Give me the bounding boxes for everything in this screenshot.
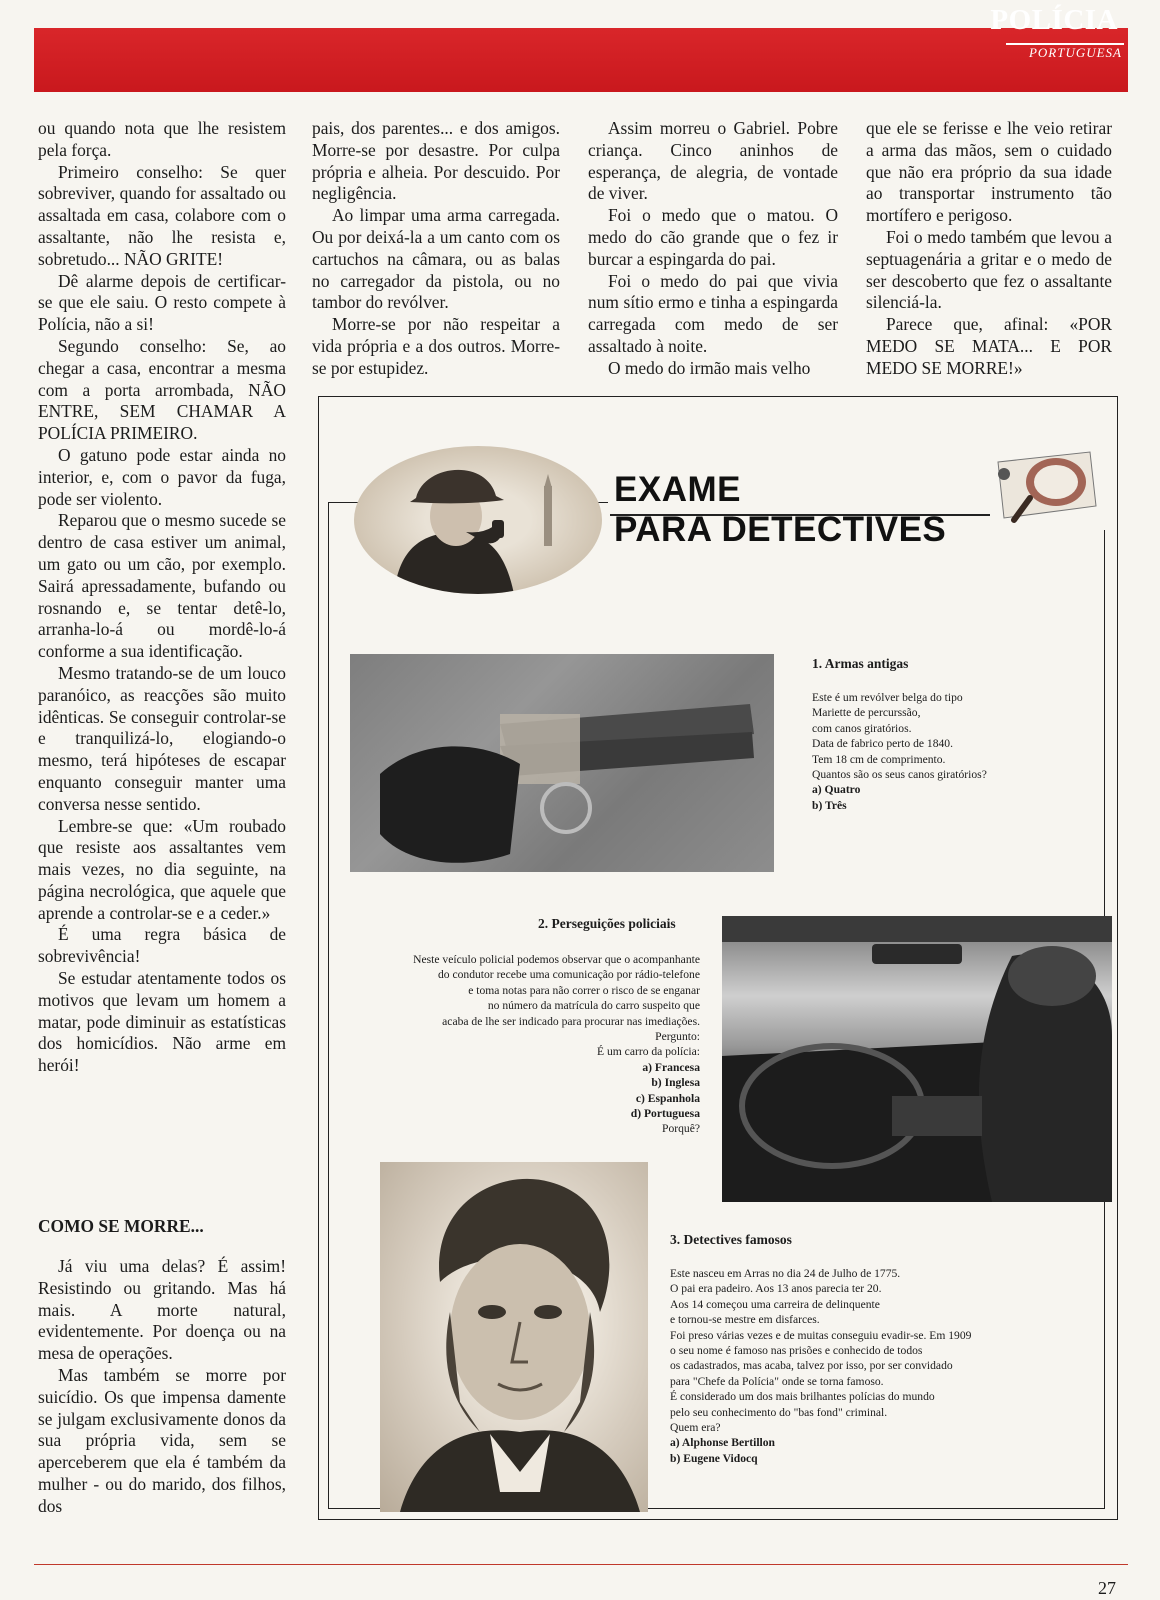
magnifying-glass-icon — [990, 448, 1100, 528]
footer-rule — [34, 1564, 1128, 1565]
question-line: Neste veículo policial podemos observar que o acompanhante — [413, 953, 700, 966]
paragraph: É uma regra básica de sobrevivência! — [38, 924, 286, 967]
paragraph: pais, dos parentes... e dos amigos. Morre-se por desastre. Por culpa própria e alheia. Por descuido. Por negligência. — [312, 118, 560, 204]
question-3-title: 3. Detectives famosos — [670, 1232, 792, 1247]
article-column-2 — [312, 118, 560, 380]
question-2-title: 2. Perseguições policiais — [538, 916, 676, 931]
exam-inner-border — [328, 502, 329, 1508]
section-heading: COMO SE MORRE... — [38, 1216, 204, 1236]
question-line: Data de fabrico perto de 1840. — [812, 737, 953, 751]
question-2-text — [356, 952, 700, 1137]
paragraph: Morre-se por não respeitar a vida própria e a dos outros. Morre-se por estupidez. — [312, 314, 560, 378]
article-column-1-continued — [38, 1256, 286, 1518]
answer-option: b) Três — [812, 798, 847, 812]
question-line: É considerado um dos mais brilhantes polícias do mundo — [670, 1390, 935, 1404]
question-line: Quem era? — [670, 1421, 721, 1435]
page-number: 27 — [1098, 1578, 1116, 1598]
detective-silhouette-icon — [354, 446, 602, 594]
paragraph: O medo do irmão mais velho — [608, 357, 811, 378]
paragraph: Dê alarme depois de certificar-se que ele saiu. O resto compete à Polícia, não a si! — [38, 270, 286, 335]
question-line: É um carro da polícia: — [596, 1045, 700, 1059]
answer-option: b) Inglesa — [651, 1076, 700, 1090]
answer-option: b) Eugene Vidocq — [670, 1451, 758, 1465]
question-closing: Porquê? — [662, 1122, 700, 1136]
question-line: O pai era padeiro. Aos 13 anos parecia ter 20. — [670, 1282, 882, 1296]
paragraph: Mas também se morre por suicídio. Os que impensa damente se julgam exclusivamente donos da sua própria vida, sem se aperceberem que ela é também da mulher - ou do marido, dos filhos, dos — [38, 1364, 286, 1516]
magnifier-stamp-illustration — [990, 448, 1100, 528]
car-interior-icon — [722, 916, 1112, 1202]
paragraph: Se estudar atentamente todos os motivos que levam um homem a matar, pode diminuir as estatísticas dos homicídios. Não arme em herói! — [38, 968, 286, 1076]
paragraph: Ao limpar uma arma carregada. Ou por deixá-la a um canto com os cartuchos na câmara, ou as balas no carregador da pistola, ou no tambor do revólver. — [312, 205, 560, 313]
revolver-photo — [350, 654, 774, 872]
revolver-icon — [350, 654, 774, 872]
question-line: para "Chefe da Polícia" onde se torna famoso. — [670, 1374, 884, 1388]
question-line: no número da matrícula do carro suspeito que — [487, 999, 700, 1013]
paragraph: Foi o medo que o matou. O medo do cão grande que o fez ir burcar a espingarda do pai. — [588, 205, 838, 269]
exam-title-line-1: EXAME — [614, 470, 741, 509]
sherlock-illustration — [354, 446, 602, 594]
question-line: Este é um revólver belga do tipo — [812, 691, 963, 704]
question-line: Este nasceu em Arras no dia 24 de Julho de 1775. — [670, 1267, 901, 1280]
question-line: Pergunto: — [655, 1030, 700, 1044]
paragraph: Primeiro conselho: Se quer sobreviver, quando for assaltado ou assaltada em casa, colabore com o assaltante, não lhe resista e, sobretudo... NÃO GRITE! — [38, 161, 286, 269]
portrait-engraving-icon — [380, 1162, 648, 1512]
header-bar — [34, 28, 1128, 92]
paragraph: Já viu uma delas? É assim! Resistindo ou gritando. Mas há mais. A morte natural, evidentemente. Por doença ou na mesa de operações. — [38, 1256, 286, 1364]
question-line: pelo seu conhecimento do "bas fond" criminal. — [670, 1405, 888, 1419]
article-column-1 — [38, 118, 286, 1077]
question-3-text — [670, 1266, 1100, 1466]
article-column-4 — [866, 118, 1112, 380]
exam-title — [614, 470, 946, 550]
question-line: do condutor recebe uma comunicação por rádio-telefone — [437, 968, 700, 982]
answer-option: a) Francesa — [642, 1060, 700, 1074]
question-1-text — [812, 690, 1102, 813]
paragraph: Foi o medo do pai que vivia num sítio ermo e tinha a espingarda carregada com medo de ser assaltado à noite. — [588, 270, 838, 356]
exam-title-line-2: PARA DETECTIVES — [614, 510, 947, 549]
question-line: acaba de lhe ser indicado para procurar nas imediações. — [442, 1014, 700, 1028]
paragraph: O gatuno pode estar ainda no interior, e, com o pavor da fuga, pode ser violento. — [38, 444, 286, 509]
question-line: Tem 18 cm de comprimento. — [812, 752, 946, 766]
paragraph: Parece que, afinal: «POR MEDO SE MATA... E POR MEDO SE MORRE!» — [866, 314, 1112, 378]
answer-option: d) Portuguesa — [630, 1107, 700, 1121]
question-line: Quantos são os seus canos giratórios? — [812, 768, 987, 782]
paragraph: ou quando nota que lhe resistem pela força. — [38, 118, 286, 160]
paragraph: Foi o medo também que levou a septuagenária a gritar e o medo de ser descoberto que fez o assaltante silenciá-la. — [866, 226, 1112, 313]
question-line: Foi preso várias vezes e de muitas conseguiu evadir-se. Em 1909 — [670, 1328, 972, 1342]
question-line: e tornou-se mestre em disfarces. — [670, 1313, 820, 1327]
question-line: o seu nome é famoso nas prisões e conhecido de todos — [670, 1344, 923, 1358]
paragraph: Mesmo tratando-se de um louco paranóico, as reacções são muito idênticas. Se conseguir controlar-se e tranquilizá-lo, elogiando-o mesmo, terá hipóteses de escapar enquanto conseguir manter uma conversa nesse sentido. — [38, 662, 286, 814]
answer-option: a) Alphonse Bertillon — [670, 1436, 776, 1450]
paragraph: Reparou que o mesmo sucede se dentro de casa estiver um animal, um gato ou um cão, por exemplo. Sairá apressadamente, bufando ou rosnando e, se tentar detê-lo, arranha-lo-á ou mordê-lo-á conforme a sua identificação. — [38, 510, 286, 662]
question-line: os cadastrados, mas acaba, talvez por isso, por ser convidado — [670, 1359, 953, 1373]
article-column-3 — [588, 118, 838, 380]
answer-option: c) Espanhola — [635, 1091, 700, 1105]
question-line: com canos giratórios. — [812, 721, 912, 735]
brand-subtitle: PORTUGUESA — [1028, 45, 1122, 60]
answer-option: a) Quatro — [812, 783, 861, 797]
brand-title: POLÍCIA — [990, 4, 1118, 36]
paragraph: Assim morreu o Gabriel. Pobre criança. Cinco aninhos de esperança, de alegria, de vontade de viver. — [588, 118, 838, 204]
police-car-interior-photo — [722, 916, 1112, 1202]
paragraph: que ele se ferisse e lhe veio retirar a arma das mãos, sem o cuidado que não era próprio da sua idade ao transportar instrumento tão mortífero e perigoso. — [866, 118, 1112, 226]
question-line: Aos 14 começou uma carreira de delinquente — [670, 1297, 880, 1311]
paragraph: Lembre-se que: «Um roubado que resiste aos assaltantes vem mais vezes, no dia seguinte, na página necrológica, que aquele que aprende a controlar-se e a ceder.» — [38, 815, 286, 923]
paragraph: Segundo conselho: Se, ao chegar a casa, encontrar a mesma com a porta arrombada, NÃO ENTRE, SEM CHAMAR A POLÍCIA PRIMEIRO. — [38, 335, 286, 444]
question-line: e toma notas para não correr o risco de se enganar — [468, 983, 700, 997]
question-line: Mariette de percurssão, — [812, 706, 921, 720]
question-1-title: 1. Armas antigas — [812, 656, 909, 671]
vidocq-portrait — [380, 1162, 648, 1512]
